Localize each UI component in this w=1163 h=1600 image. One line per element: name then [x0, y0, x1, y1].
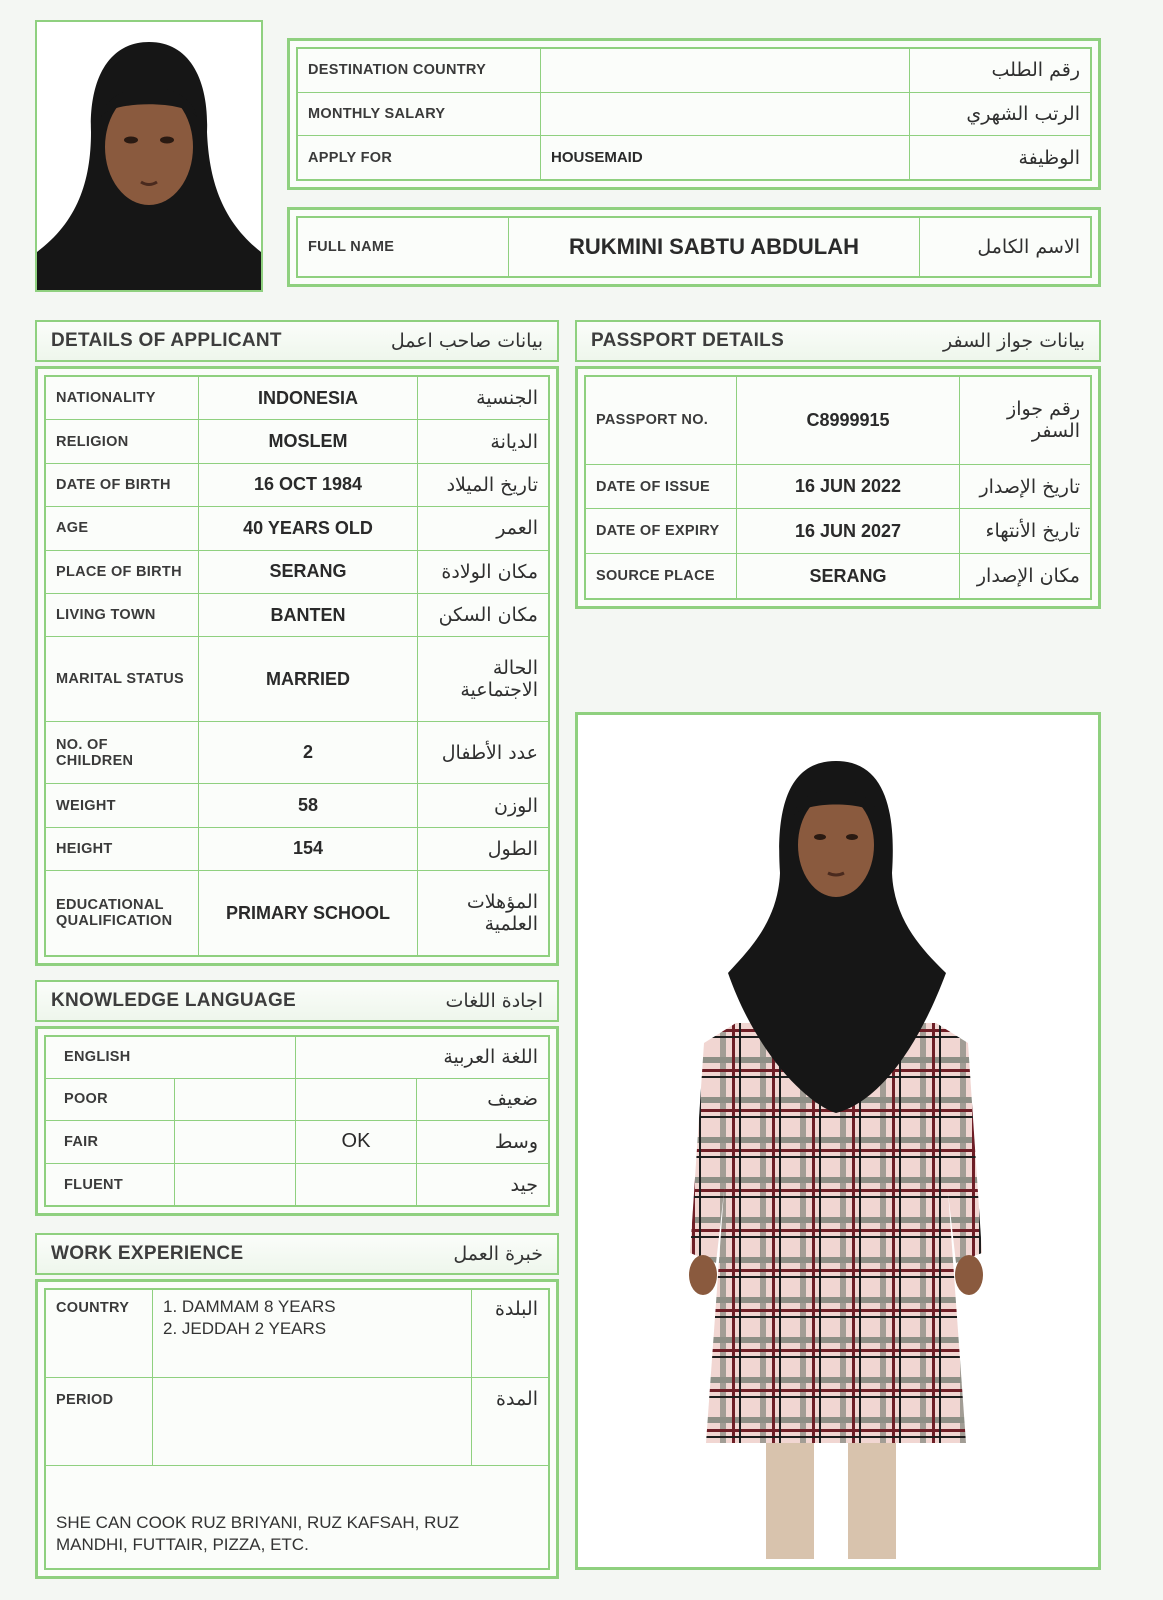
applicant-row-arabic: مكان السكن: [418, 593, 549, 636]
fluent-arabic-value: [296, 1164, 417, 1206]
passport-row-value: C8999915: [737, 377, 960, 465]
table-row: [46, 593, 549, 636]
applicant-row-value: 154: [199, 827, 418, 870]
language-section-header: [35, 980, 559, 1022]
passport-row-value: 16 JUN 2022: [737, 464, 960, 509]
application-info-table: [297, 48, 1091, 180]
applicant-row-value: PRIMARY SCHOOL: [199, 871, 418, 956]
applicant-row-label: PLACE OF BIRTH: [46, 550, 199, 593]
poor-english-value: [175, 1078, 296, 1120]
destination-country-value: [541, 49, 910, 93]
application-info-panel: [287, 38, 1101, 190]
monthly-salary-value: [541, 92, 910, 136]
applicant-row-label: MARITAL STATUS: [46, 637, 199, 722]
applicant-row-label: NO. OF CHILDREN: [46, 722, 199, 784]
full-name-table: [297, 217, 1091, 277]
apply-for-value: HOUSEMAID: [541, 136, 910, 180]
passport-row-value: SERANG: [737, 554, 960, 599]
fluent-english-value: [175, 1164, 296, 1206]
applicant-row-label: HEIGHT: [46, 827, 199, 870]
applicant-row-arabic: المؤهلات العلمية: [418, 871, 549, 956]
portrait-photo: [35, 20, 263, 292]
portrait-figure: [37, 22, 261, 290]
applicant-row-value: 16 OCT 1984: [199, 463, 418, 506]
passport-section-title: PASSPORT DETAILS: [591, 330, 785, 351]
table-row: [46, 1290, 549, 1378]
table-row: [46, 1378, 549, 1466]
period-arabic: المدة: [472, 1378, 549, 1466]
table-row: [46, 637, 549, 722]
table-row: [298, 92, 1091, 136]
passport-row-arabic: مكان الإصدار: [960, 554, 1091, 599]
table-row: [46, 871, 549, 956]
fair-english-value: [175, 1120, 296, 1164]
passport-row-value: 16 JUN 2027: [737, 509, 960, 554]
language-table: [45, 1036, 549, 1206]
monthly-salary-label: MONTHLY SALARY: [298, 92, 541, 136]
work-section-header: [35, 1233, 559, 1275]
table-row: [586, 464, 1091, 509]
country-line-2: 2. JEDDAH 2 YEARS: [163, 1319, 327, 1338]
applicant-row-arabic: الوزن: [418, 784, 549, 827]
destination-country-arabic: رقم الطلب: [910, 49, 1091, 93]
table-row: [46, 784, 549, 827]
language-panel: [35, 1026, 559, 1216]
full-name-arabic: الاسم الكامل: [920, 218, 1091, 277]
applicant-details-panel: [35, 366, 559, 966]
passport-row-label: DATE OF EXPIRY: [586, 509, 737, 554]
table-row: [298, 218, 1091, 277]
passport-row-arabic: تاريخ الأنتهاء: [960, 509, 1091, 554]
table-row: [46, 1078, 549, 1120]
applicant-row-value: 2: [199, 722, 418, 784]
passport-row-arabic: تاريخ الإصدار: [960, 464, 1091, 509]
applicant-row-value: MARRIED: [199, 637, 418, 722]
table-row: [46, 463, 549, 506]
work-section-title: WORK EXPERIENCE: [51, 1243, 244, 1264]
applicant-row-value: INDONESIA: [199, 377, 418, 420]
work-section-title-arabic: خبرة العمل: [453, 1243, 543, 1265]
fair-arabic-value: OK: [296, 1120, 417, 1164]
work-experience-table: [45, 1289, 549, 1569]
note-line-2: MANDHI, FUTTAIR, PIZZA, ETC.: [56, 1535, 309, 1554]
apply-for-arabic: الوظيفة: [910, 136, 1091, 180]
full-name-panel: [287, 207, 1101, 287]
passport-details-panel: [575, 366, 1101, 609]
full-name-label: FULL NAME: [298, 218, 509, 277]
period-label: PERIOD: [46, 1378, 153, 1466]
applicant-row-label: WEIGHT: [46, 784, 199, 827]
applicant-row-arabic: الجنسية: [418, 377, 549, 420]
applicant-row-label: RELIGION: [46, 420, 199, 463]
applicant-row-label: AGE: [46, 507, 199, 550]
passport-row-arabic: رقم جواز السفر: [960, 377, 1091, 465]
table-row: [46, 1164, 549, 1206]
country-label: COUNTRY: [46, 1290, 153, 1378]
applicant-section-title: DETAILS OF APPLICANT: [51, 330, 282, 351]
english-header: ENGLISH: [46, 1037, 296, 1079]
applicant-row-arabic: الطول: [418, 827, 549, 870]
language-section-title-arabic: اجادة اللغات: [445, 990, 543, 1012]
passport-row-label: PASSPORT NO.: [586, 377, 737, 465]
monthly-salary-arabic: الرتب الشهري: [910, 92, 1091, 136]
table-row: [586, 377, 1091, 465]
passport-details-table: [585, 376, 1091, 599]
applicant-section-title-arabic: بيانات صاحب اعمل: [390, 330, 543, 352]
poor-arabic-value: [296, 1078, 417, 1120]
arabic-language-header: اللغة العربية: [296, 1037, 549, 1079]
table-row: [46, 1466, 549, 1569]
table-row: [46, 1037, 549, 1079]
country-value: [153, 1290, 472, 1378]
note-line-1: SHE CAN COOK RUZ BRIYANI, RUZ KAFSAH, RUZ: [56, 1513, 460, 1532]
fair-arabic-label: وسط: [417, 1120, 549, 1164]
table-row: [46, 550, 549, 593]
poor-label: POOR: [46, 1078, 175, 1120]
applicant-row-arabic: العمر: [418, 507, 549, 550]
table-row: [298, 49, 1091, 93]
applicant-row-label: NATIONALITY: [46, 377, 199, 420]
period-value: [153, 1378, 472, 1466]
applicant-row-label: EDUCATIONAL QUALIFICATION: [46, 871, 199, 956]
full-body-figure: [586, 723, 1090, 1559]
applicant-row-arabic: الحالة الاجتماعية: [418, 637, 549, 722]
applicant-row-value: BANTEN: [199, 593, 418, 636]
applicant-row-arabic: الديانة: [418, 420, 549, 463]
fluent-label: FLUENT: [46, 1164, 175, 1206]
applicant-row-arabic: مكان الولادة: [418, 550, 549, 593]
applicant-row-value: SERANG: [199, 550, 418, 593]
table-row: [586, 554, 1091, 599]
applicant-row-value: 40 YEARS OLD: [199, 507, 418, 550]
applicant-row-arabic: تاريخ الميلاد: [418, 463, 549, 506]
applicant-row-label: LIVING TOWN: [46, 593, 199, 636]
applicant-row-label: DATE OF BIRTH: [46, 463, 199, 506]
passport-section-title-arabic: بيانات جواز السفر: [943, 330, 1085, 352]
apply-for-label: APPLY FOR: [298, 136, 541, 180]
table-row: [46, 507, 549, 550]
country-arabic: البلدة: [472, 1290, 549, 1378]
passport-row-label: DATE OF ISSUE: [586, 464, 737, 509]
destination-country-label: DESTINATION COUNTRY: [298, 49, 541, 93]
applicant-details-table: [45, 376, 549, 956]
language-section-title: KNOWLEDGE LANGUAGE: [51, 990, 297, 1011]
fair-label: FAIR: [46, 1120, 175, 1164]
table-row: [46, 722, 549, 784]
table-row: [46, 420, 549, 463]
applicant-row-value: 58: [199, 784, 418, 827]
table-row: [298, 136, 1091, 180]
table-row: [46, 827, 549, 870]
table-row: [46, 1120, 549, 1164]
passport-section-header: [575, 320, 1101, 362]
poor-arabic-label: ضعيف: [417, 1078, 549, 1120]
full-body-photo: [575, 712, 1101, 1570]
work-experience-panel: [35, 1279, 559, 1579]
table-row: [46, 377, 549, 420]
applicant-row-arabic: عدد الأطفال: [418, 722, 549, 784]
country-line-1: 1. DAMMAM 8 YEARS: [163, 1297, 336, 1316]
fluent-arabic-label: جيد: [417, 1164, 549, 1206]
passport-row-label: SOURCE PLACE: [586, 554, 737, 599]
applicant-section-header: [35, 320, 559, 362]
table-row: [586, 509, 1091, 554]
applicant-row-value: MOSLEM: [199, 420, 418, 463]
cooking-note: [46, 1466, 549, 1569]
full-name-value: RUKMINI SABTU ABDULAH: [509, 218, 920, 277]
